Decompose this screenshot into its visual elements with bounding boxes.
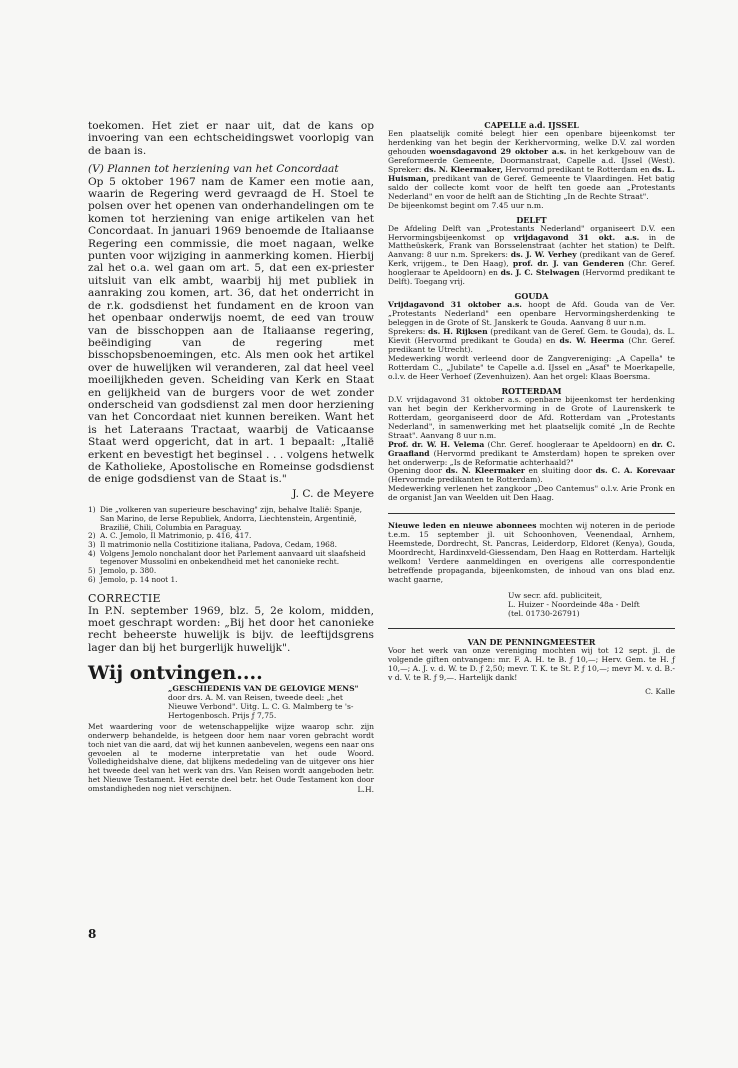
correctie-text: In P.N. september 1969, blz. 5, 2e kolom, midden, moet geschrapt worden: „Bij het door het canonieke recht beheerste huwelijk is bijv. de leeftijdsgrens lager dan bij het burgerlijk huwelijk". (88, 604, 374, 654)
text-run: mochten wij noteren in de periode t.e.m. 15 september jl. uit Schoonhoven, Veenendaal, Arnhem, Heemstede, Dordrecht, St. Pancras, Leiderdorp, Eldoret (Kenya), Gouda, Moordrecht, Hardinxveld-Giessendam, Den Haag en Rotterdam. Hartelijk welkom! Verdere aanmeldingen en overigens alle correspondentie betreffende propaganda, bijeenkomsten, de inhoud van ons blad enz. wacht gaarne, (388, 521, 676, 584)
speaker-name: ds. H. Rijksen (428, 327, 488, 337)
event-date: woensdagavond 29 oktober a.s. (429, 146, 567, 156)
review-signature: L.H. (357, 784, 374, 794)
divider (388, 513, 675, 514)
text-run: en sluiting door (524, 466, 596, 476)
event-date: Vrijdagavond 31 oktober a.s. (388, 300, 522, 310)
text-run: (predikant van de Geref. Kerk, vrijgem., te Den Haag), (388, 250, 675, 269)
text-run: (Hervormd predikant te Delft). Toegang vrij. (388, 268, 675, 287)
footnote-text: Il matrimonio nella Costitizione italiana, Padova, Cedam, 1968. (100, 540, 337, 549)
footnote-number: 5) (88, 566, 96, 576)
rotterdam-text: D.V. vrijdagavond 31 oktober a.s. openbare bijeenkomst ter herdenking van het begin der Kerkhervorming in de Grote of Laurenskerk te Rotterdam, georganiseerd door de Afd. Rotterdam van „Protestants Nederland", in samenwerking met het plaatselijk comité „In de Rechte Straat". Aanvang 8 uur n.m. (388, 394, 675, 440)
footnote-text: Jemolo, p. 380. (100, 566, 157, 576)
text-run: (predikant van de Geref. Gem. te Gouda), ds. L. Kievit (Hervormd predikant te Gouda) en (388, 327, 675, 346)
rotterdam-heading: ROTTERDAM (501, 385, 562, 396)
text-run: De Afdeling Delft van „Protestants Nederland" organiseert D.V. een Hervormingsbijeenkomst op (388, 223, 675, 242)
speaker-name: dr. C. Graafland (388, 439, 675, 458)
speaker-name: ds. W. Heerma (559, 336, 625, 346)
treasurer-heading: VAN DE PENNINGMEESTER (467, 636, 596, 647)
speaker-name: prof. dr. J. van Genderen (512, 259, 624, 269)
secretary-address (508, 591, 675, 618)
text-run: in het kerkgebouw van de Gereformeerde Gemeente, Doormanstraat, Capelle a.d. IJssel (West). Spreker: (388, 146, 675, 174)
book-title: „GESCHIEDENIS VAN DE GELOVIGE MENS" (168, 684, 359, 694)
footnote-number: 4) (88, 548, 96, 558)
left-column (88, 120, 374, 794)
rotterdam-music: Medewerking verlenen het zangkoor „Deo Cantemus" o.l.v. Arie Pronk en de organist Jan van Weelden uit Den Haag. (388, 484, 675, 503)
capelle-heading: CAPELLE a.d. IJSSEL (484, 120, 579, 130)
address-line: (tel. 01730-26791) (508, 608, 580, 618)
article-author: J. C. de Meyere (292, 487, 374, 500)
footnotes (88, 506, 374, 584)
right-column (388, 120, 675, 696)
treasurer-text: Voor het werk van onze vereniging mochten wij tot 12 sept. jl. de volgende giften ontvangen: mr. F. A. H. te B. ƒ 10,—; Herv. Gem. te H. ƒ 10,—; A. J. v. d. W. te D. ƒ 2,50; mevr. T. K. te St. P. ƒ 10,—; mevr M. v. d. B.-v d. V. te R. ƒ 9,—. Hartelijk dank! (388, 645, 675, 682)
text-run: (Chr. Geref. hoogleraar te Apeldoorn) en (388, 259, 676, 278)
book-meta: door drs. A. M. van Reisen, tweede deel: „het Nieuwe Verbond". Uitg. L. C. G. Malmberg te 's-Hertogenbosch. Prijs ƒ 7,75. (168, 693, 354, 721)
capelle-text (388, 130, 675, 202)
text-run: (Chr. Geref. predikant te Utrecht). (388, 336, 675, 355)
footnote-number: 6) (88, 574, 96, 584)
delft-heading: DELFT (516, 214, 547, 225)
footnote (88, 506, 374, 532)
correctie-heading: CORRECTIE (88, 591, 161, 605)
page-number: 8 (88, 927, 97, 941)
delft-text (388, 225, 675, 288)
address-line: Uw secr. afd. publiciteit, (508, 590, 603, 600)
speaker-name: ds. N. Kleermaker (445, 466, 525, 476)
rotterdam-opening (388, 467, 675, 485)
text-run: Opening door (388, 466, 446, 476)
speaker-name: ds. J. W. Verhey (510, 250, 577, 260)
footnote-text: A. C. Jemolo, Il Matrimonio, p. 416, 417. (100, 531, 252, 541)
speaker-name: ds. L. Huisman, (388, 164, 675, 183)
section-title: (V) Plannen tot herziening van het Concordaat (88, 163, 339, 176)
text-run: in de Mattheüskerk, Frank van Borsselenstraat (achter het station) te Delft. Aanvang: 8 uur n.m. Sprekers: (388, 232, 675, 260)
concordaat-body: Op 5 oktober 1967 nam de Kamer een motie aan, waarin de Regering werd gevraagd de H. Stoel te polsen over het openen van onderhandelingen om te komen tot herziening van enige artikelen van het Concordaat. In januari 1969 benoemde de Italiaanse Regering een commissie, die moet nagaan, welke punten voor wijziging in aanmerking komen. Hierbij zal het o.a. wel gaan om art. 5, dat een ex-priester uitsluit van elk ambt, waarbij hij met publiek in aanraking zou komen, art. 36, dat het onderricht in de r.k. godsdienst het fundament en de kroon van het openbaar onderwijs noemt, de eed van trouw van de bisschoppen aan de Italiaanse regering, beëindiging van de regering met bisschopsbenoemingen, etc. Als men ook het artikel over de huwelijken wil veranderen, zal dat heel veel moeilijkheden geven. Scheiding van Kerk en Staat en gelijkheid van de burgers voor de wet zonder onderscheid van godsdienst zal men door herziening van het Concordaat niet kunnen bereiken. Want het is het Lateraans Tractaat, waarbij de Vaticaanse Staat werd opgericht, dat in art. 1 bepaalt: „Italië erkent en bevestigt het beginsel . . . volgens hetwelk de Katholieke, Apostolische en Romeinse godsdienst de enige godsdienst van de Staat is." (88, 175, 374, 486)
gouda-music: Medewerking wordt verleend door de Zangvereniging: „A Capella" te Rotterdam C., „Jubilate" te Capelle a.d. IJssel en „Asaf" te Moerkapelle, o.l.v. de Heer Verhoef (Zevenhuizen). Aan het orgel: Klaas Boersma. (388, 353, 675, 381)
text-run: (Hervormde predikanten te Rotterdam). (388, 475, 543, 485)
capelle-time: De bijeenkomst begint om 7.45 uur n.m. (388, 200, 544, 210)
divider (388, 628, 675, 629)
text-run: predikant van de Geref. Gemeente te Vlaardingen. Het batig saldo der collecte komt voor de helft ten goede aan „Protestants Nederland" en voor de helft aan de Stichting „In de Rechte Straat". (388, 173, 675, 201)
footnote-text: Die „volkeren van superieure beschaving" zijn, behalve Italië: Spanje, San Marino, de Ierse Republiek, Andorra, Liechtenstein, Argentinië, Brazilië, Chili, Columbia en Paraguay. (100, 505, 362, 532)
event-date: vrijdagavond 31 okt. a.s. (513, 232, 640, 242)
wij-ontvingen-heading: Wij ontvingen.... (88, 662, 263, 685)
new-members-lead: Nieuwe leden en nieuwe abonnees (388, 521, 537, 531)
speaker-name: ds. N. Kleermaker, (423, 164, 503, 174)
intro-paragraph: toekomen. Het ziet er naar uit, dat de kans op invoering van een echtscheidingswet voorlopig van de baan is. (88, 120, 374, 157)
speaker-name: Prof. dr. W. H. Velema (388, 439, 485, 449)
footnote-number: 3) (88, 540, 96, 549)
gouda-heading: GOUDA (514, 291, 549, 302)
footnote-text: Volgens Jemolo nonchalant door het Parlement aanvaard uit slaafsheid tegenover Mussolini en onbekendheid met het canonieke recht. (100, 548, 366, 567)
footnote-number: 1) (88, 505, 96, 515)
footnote-text: Jemolo, p. 14 noot 1. (100, 574, 178, 584)
speaker-name: ds. J. C. Stelwagen (500, 268, 580, 278)
address-line: L. Huizer - Noordeinde 48a - Delft (508, 599, 640, 609)
treasurer-signature: C. Kalle (645, 686, 675, 696)
footnote (88, 576, 374, 585)
speaker-name: ds. C. A. Korevaar (595, 466, 675, 476)
footnote (88, 550, 374, 567)
text-run: hoopt de Afd. Gouda van de Ver. „Protestants Nederland" een openbare Hervormingsherdenking te beleggen in de Grote of St. Janskerk te Gouda. Aanvang 8 uur n.m. (388, 300, 675, 328)
footnote-number: 2) (88, 531, 96, 541)
gouda-speakers (388, 328, 675, 355)
rotterdam-speakers (388, 441, 675, 468)
text-run: (Chr. Geref. hoogleraar te Apeldoorn) en (484, 439, 652, 449)
text-run: Een plaatselijk comité belegt hier een openbare bijeenkomst ter herdenking van het begin der Kerkhervorming, welke D.V. zal worden gehouden (388, 129, 675, 156)
text-run: (Hervormd predikant te Amsterdam) hopen te spreken over het onderwerp: „Is de Reformatie achterhaald?" (388, 448, 675, 467)
text-run: Sprekers: (388, 327, 429, 337)
text-run: Hervormd predikant te Rotterdam en (502, 164, 653, 174)
new-members-text (388, 522, 675, 585)
gouda-text (388, 301, 675, 328)
book-review: Met waardering voor de wetenschappelijke wijze waarop schr. zijn onderwerp behandelde, is hetgeen door hem naar voren gebracht wordt toch niet van die aard, dat wij het kunnen aanbevelen, wegens een naar ons gevoelen al te moderne interpretatie van het oude Woord. Volledigheidshalve diene, dat blijkens mededeling van de uitgever ons hier het tweede deel van het werk van drs. Van Reisen wordt aangeboden betr. het Nieuwe Testament. Het eerste deel betr. het Oude Testament kon door omstandigheden nog niet verschijnen. (88, 722, 374, 793)
